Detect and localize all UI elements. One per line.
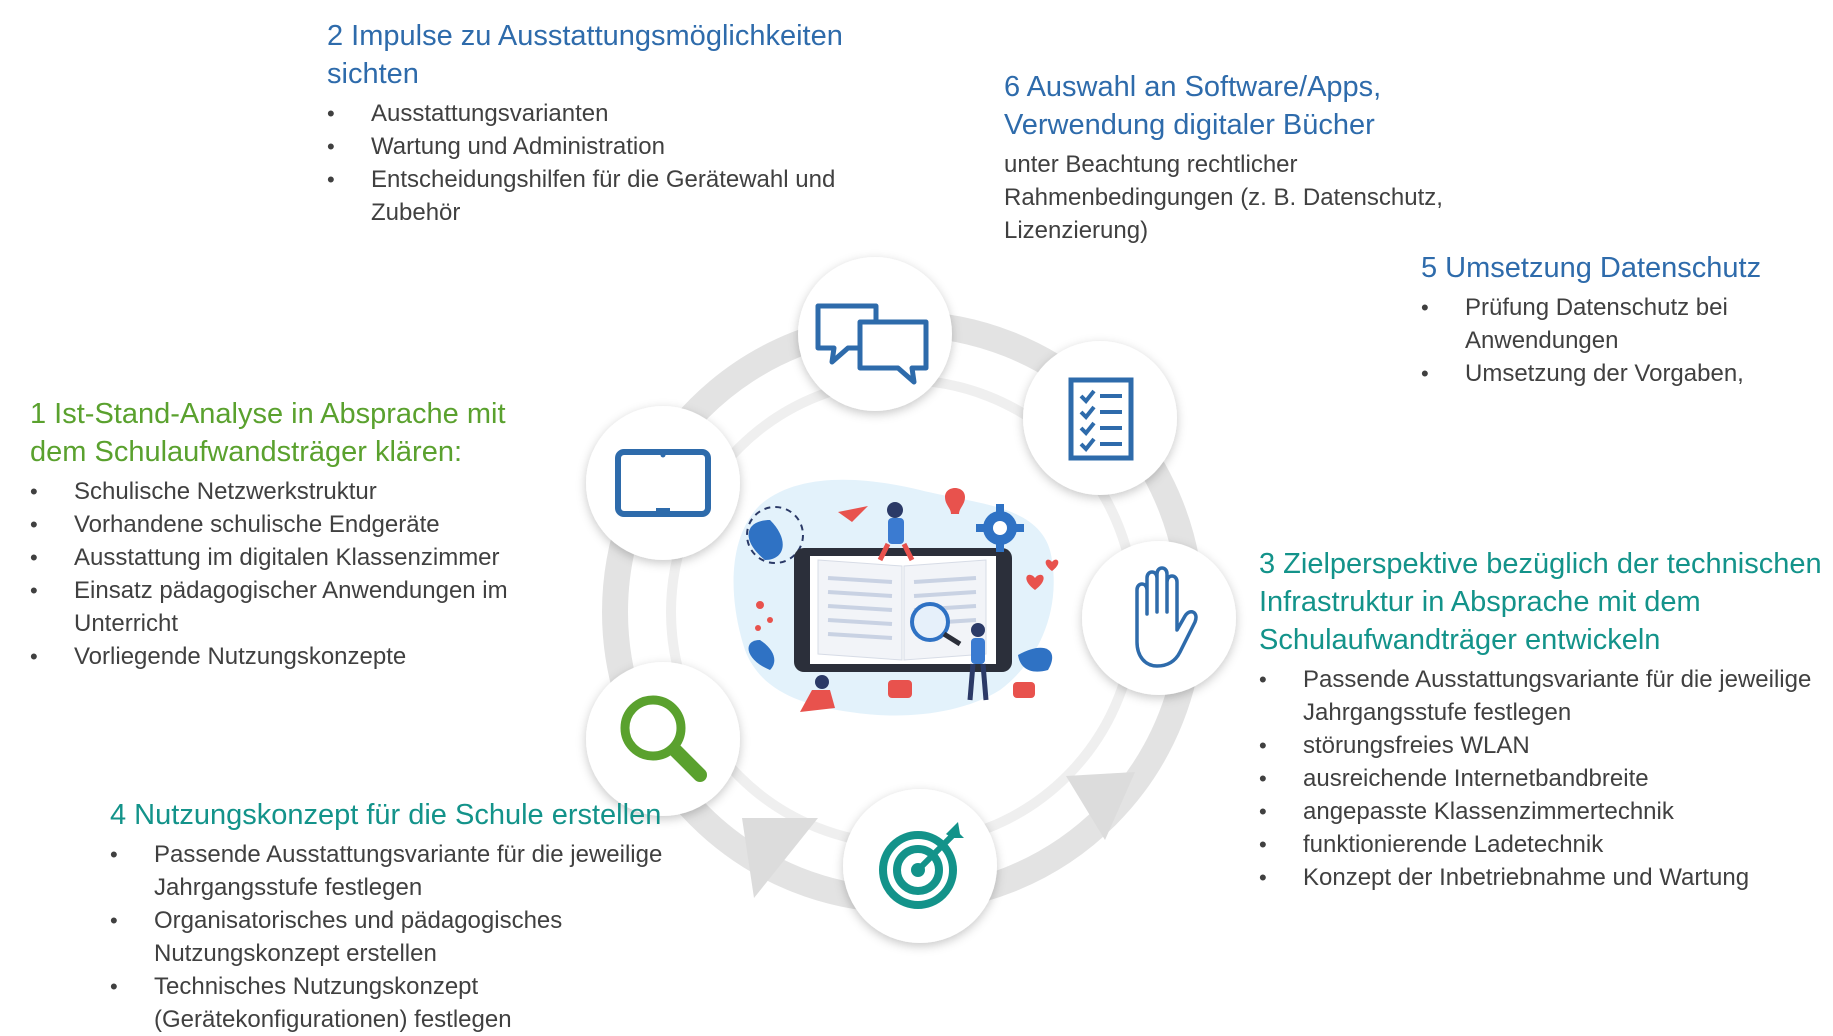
list-item: • Entscheidungshilfen für die Gerätewahl und Zubehör xyxy=(327,163,887,229)
step-5-list xyxy=(1421,291,1801,390)
tablet-icon xyxy=(586,406,740,560)
list-item: • Umsetzung der Vorgaben, xyxy=(1421,357,1801,390)
step-2-block xyxy=(327,17,887,229)
list-item: • Einsatz pädagogischer Anwendungen im Unterricht xyxy=(30,574,560,640)
step-1-list xyxy=(30,475,560,673)
list-item: • Vorliegende Nutzungskonzepte xyxy=(30,640,560,673)
list-item: • Organisatorisches und pädagogisches Nutzungskonzept erstellen xyxy=(110,904,710,970)
step-4-title: 4 Nutzungskonzept für die Schule erstellen xyxy=(110,799,662,831)
hand-icon xyxy=(1082,541,1236,695)
list-item: • ausreichende Internetbandbreite xyxy=(1259,762,1829,795)
magnifier-icon xyxy=(586,662,740,816)
step-6-block xyxy=(1004,68,1444,247)
list-item: • Schulische Netzwerkstruktur xyxy=(30,475,560,508)
list-item: • Passende Ausstattungsvariante für die jeweilige Jahrgangsstufe festlegen xyxy=(1259,663,1829,729)
step-1-title: 1 Ist-Stand-Analyse in Absprache mit dem Schulaufwandsträger klären: xyxy=(30,398,506,468)
list-item: • funktionierende Ladetechnik xyxy=(1259,828,1829,861)
step-3-list xyxy=(1259,663,1829,894)
list-item: • angepasste Klassenzimmertechnik xyxy=(1259,795,1829,828)
list-item: • Konzept der Inbetriebnahme und Wartung xyxy=(1259,861,1829,894)
step-5-block xyxy=(1421,249,1801,390)
target-icon xyxy=(843,789,997,943)
step-5-title: 5 Umsetzung Datenschutz xyxy=(1421,252,1762,284)
chat-bubbles-icon xyxy=(798,257,952,411)
step-3-block xyxy=(1259,545,1829,894)
step-2-title: 2 Impulse zu Ausstattungsmöglichkeiten sichten xyxy=(327,20,843,90)
list-item: • Ausstattungsvarianten xyxy=(327,97,887,130)
list-item: • Wartung und Administration xyxy=(327,130,887,163)
list-item: • Prüfung Datenschutz bei Anwendungen xyxy=(1421,291,1801,357)
step-6-text: unter Beachtung rechtlicher Rahmenbedingungen (z. B. Datenschutz, Lizenzierung) xyxy=(1004,151,1443,244)
step-4-list xyxy=(110,838,710,1036)
list-item: • Passende Ausstattungsvariante für die jeweilige Jahrgangsstufe festlegen xyxy=(110,838,710,904)
step-3-title: 3 Zielperspektive bezüglich der technischen Infrastruktur in Absprache mit dem Schulaufwandträger entwickeln xyxy=(1259,548,1822,656)
step-1-block xyxy=(30,395,560,673)
checklist-icon xyxy=(1023,341,1177,495)
step-2-list xyxy=(327,97,887,229)
step-6-title: 6 Auswahl an Software/Apps, Verwendung digitaler Bücher xyxy=(1004,71,1382,141)
list-item: • störungsfreies WLAN xyxy=(1259,729,1829,762)
list-item: • Vorhandene schulische Endgeräte xyxy=(30,508,560,541)
step-4-block xyxy=(110,796,710,1036)
list-item: • Technisches Nutzungskonzept (Gerätekonfigurationen) festlegen xyxy=(110,970,710,1036)
list-item: • Ausstattung im digitalen Klassenzimmer xyxy=(30,541,560,574)
book-on-tablet-illustration xyxy=(734,480,1059,716)
